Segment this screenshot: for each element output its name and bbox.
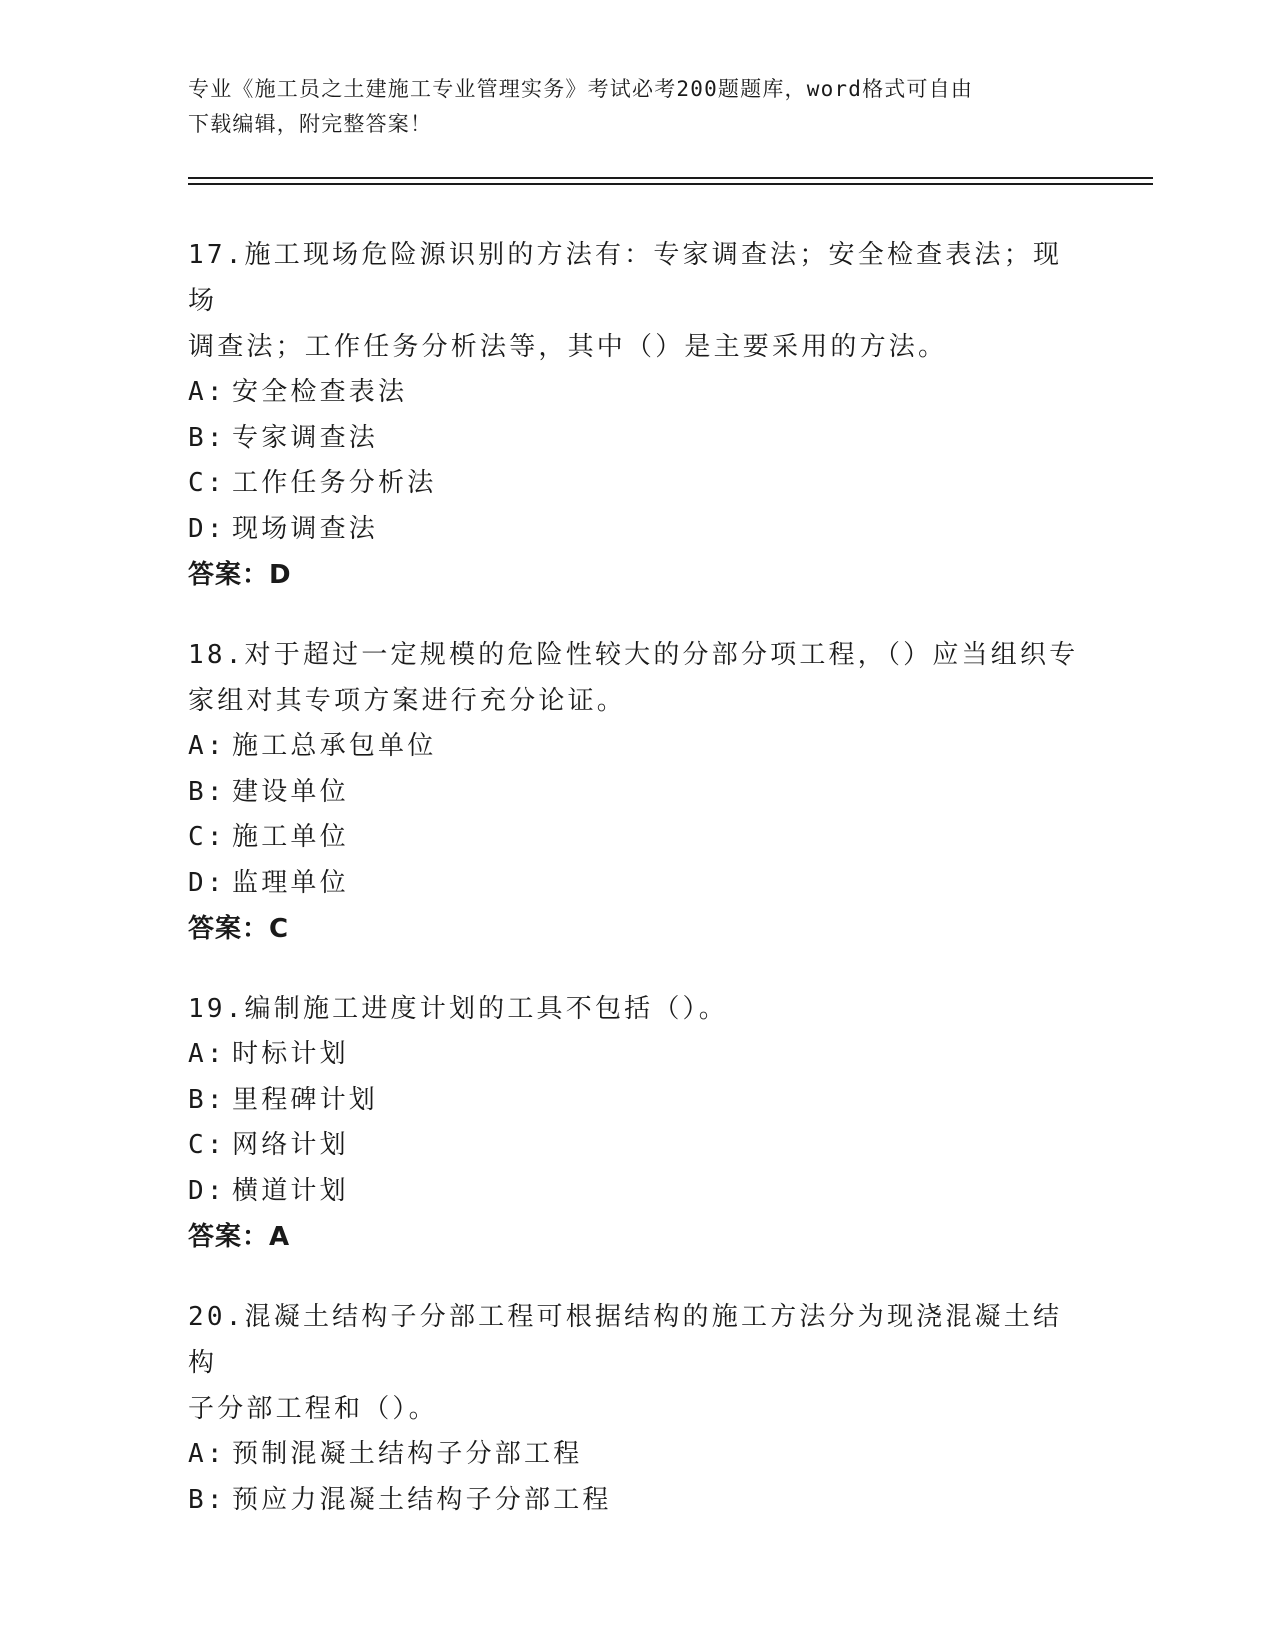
option-text: 横道计划: [232, 1175, 349, 1206]
option-letter: D:: [188, 1175, 226, 1206]
option-letter: C:: [188, 822, 226, 852]
option-text: 施工总承包单位: [232, 731, 437, 761]
option-c: [188, 815, 1088, 861]
option-b: [188, 770, 1088, 816]
option-text: 预制混凝土结构子分部工程: [232, 1439, 583, 1469]
answer-line: 答案：A: [188, 1222, 291, 1252]
option-letter: A:: [188, 1439, 226, 1469]
option-text: 时标计划: [232, 1039, 349, 1069]
option-text: 专家调查法: [232, 422, 379, 453]
option-b: [188, 1478, 1088, 1524]
option-text: 工作任务分析法: [232, 468, 437, 498]
question-stem-line: 20.混凝土结构子分部工程可根据结构的施工方法分为现浇混凝土结构: [188, 1302, 1063, 1378]
question-stem-line: 家组对其专项方案进行充分论证。: [188, 686, 627, 716]
question-18: [188, 632, 1088, 952]
question-stem-line: 17.施工现场危险源识别的方法有：专家调查法；安全检查表法；现场: [188, 240, 1063, 316]
question-stem-line: 子分部工程和（）。: [188, 1394, 438, 1424]
question-stem-line: 调查法；工作任务分析法等，其中（）是主要采用的方法。: [188, 332, 948, 362]
option-a: [188, 1432, 1088, 1478]
option-text: 现场调查法: [232, 513, 379, 544]
question-19: [188, 986, 1088, 1260]
option-a: [188, 724, 1088, 770]
answer-line: 答案：C: [188, 914, 290, 944]
option-a: [188, 1032, 1088, 1078]
header-line-1: 专业《施工员之土建施工专业管理实务》考试必考200题题库，word格式可自由: [188, 77, 974, 101]
option-letter: C:: [188, 1130, 226, 1160]
option-c: [188, 461, 1088, 507]
option-letter: B:: [188, 1484, 226, 1515]
question-list: [188, 232, 1088, 1557]
option-letter: B:: [188, 422, 226, 453]
option-d: [188, 507, 1088, 553]
option-letter: B:: [188, 776, 226, 807]
option-a: [188, 370, 1088, 416]
header-divider-top: [188, 177, 1153, 179]
option-letter: D:: [188, 513, 226, 544]
option-letter: A:: [188, 731, 226, 761]
option-text: 里程碑计划: [232, 1084, 379, 1115]
option-d: [188, 1169, 1088, 1215]
option-text: 预应力混凝土结构子分部工程: [232, 1484, 612, 1515]
option-letter: A:: [188, 1039, 226, 1069]
header-line-2: 下载编辑，附完整答案！: [188, 112, 433, 136]
option-text: 施工单位: [232, 822, 349, 852]
question-17: [188, 232, 1088, 598]
option-text: 安全检查表法: [232, 377, 408, 407]
option-text: 网络计划: [232, 1130, 349, 1160]
option-b: [188, 416, 1088, 462]
option-text: 建设单位: [232, 776, 349, 807]
option-letter: D:: [188, 867, 226, 898]
question-stem-line: 19.编制施工进度计划的工具不包括（）。: [188, 994, 728, 1024]
option-letter: A:: [188, 377, 226, 407]
option-c: [188, 1123, 1088, 1169]
question-stem-line: 18.对于超过一定规模的危险性较大的分部分项工程，（）应当组织专: [188, 640, 1079, 670]
option-letter: C:: [188, 468, 226, 498]
document-header: [188, 72, 1088, 142]
header-divider-bottom: [188, 183, 1153, 185]
option-b: [188, 1078, 1088, 1124]
option-letter: B:: [188, 1084, 226, 1115]
option-text: 监理单位: [232, 867, 349, 898]
option-d: [188, 861, 1088, 907]
question-20: [188, 1294, 1088, 1523]
answer-line: 答案：D: [188, 560, 292, 590]
